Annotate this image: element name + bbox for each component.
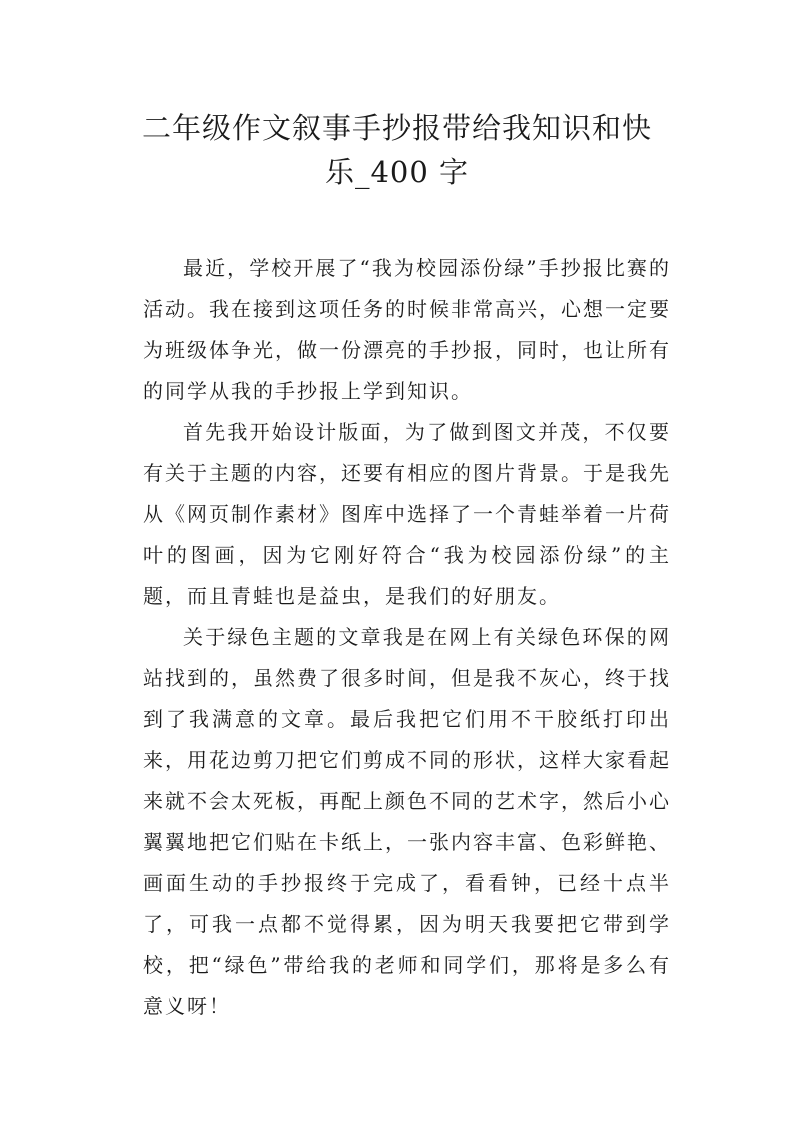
paragraph-1: 最近，学校开展了“我为校园添份绿”手抄报比赛的活动。我在接到这项任务的时候非常高兴，心想一定要为班级体争光，做一份漂亮的手抄报，同时，也让所有的同学从我的手抄报上学到知识。 <box>143 256 671 403</box>
paragraph-3: 关于绿色主题的文章我是在网上有关绿色环保的网站找到的，虽然费了很多时间，但是我不灰心，终于找到了我满意的文章。最后我把它们用不干胶纸打印出来，用花边剪刀把它们剪成不同的形状，这样大家看起来就不会太死板，再配上颜色不同的艺术字，然后小心翼翼地把它们贴在卡纸上，一张内容丰富、色彩鲜艳、画面生动的手抄报终于完成了，看看钟，已经十点半了，可我一点都不觉得累，因为明天我要把它带到学校，把“绿色”带给我的老师和同学们，那将是多么有意义呀！ <box>143 625 671 1018</box>
document-body <box>143 248 671 1027</box>
title-line-2: 乐_400 字 <box>324 155 470 189</box>
paragraph-2: 首先我开始设计版面，为了做到图文并茂，不仅要有关于主题的内容，还要有相应的图片背景。于是我先从《网页制作素材》图库中选择了一个青蛙举着一片荷叶的图画，因为它刚好符合“我为校园添份绿”的主题，而且青蛙也是益虫，是我们的好朋友。 <box>143 420 671 608</box>
document-title <box>120 106 674 194</box>
title-line-1: 二年级作文叙事手抄报带给我知识和快 <box>141 111 652 145</box>
